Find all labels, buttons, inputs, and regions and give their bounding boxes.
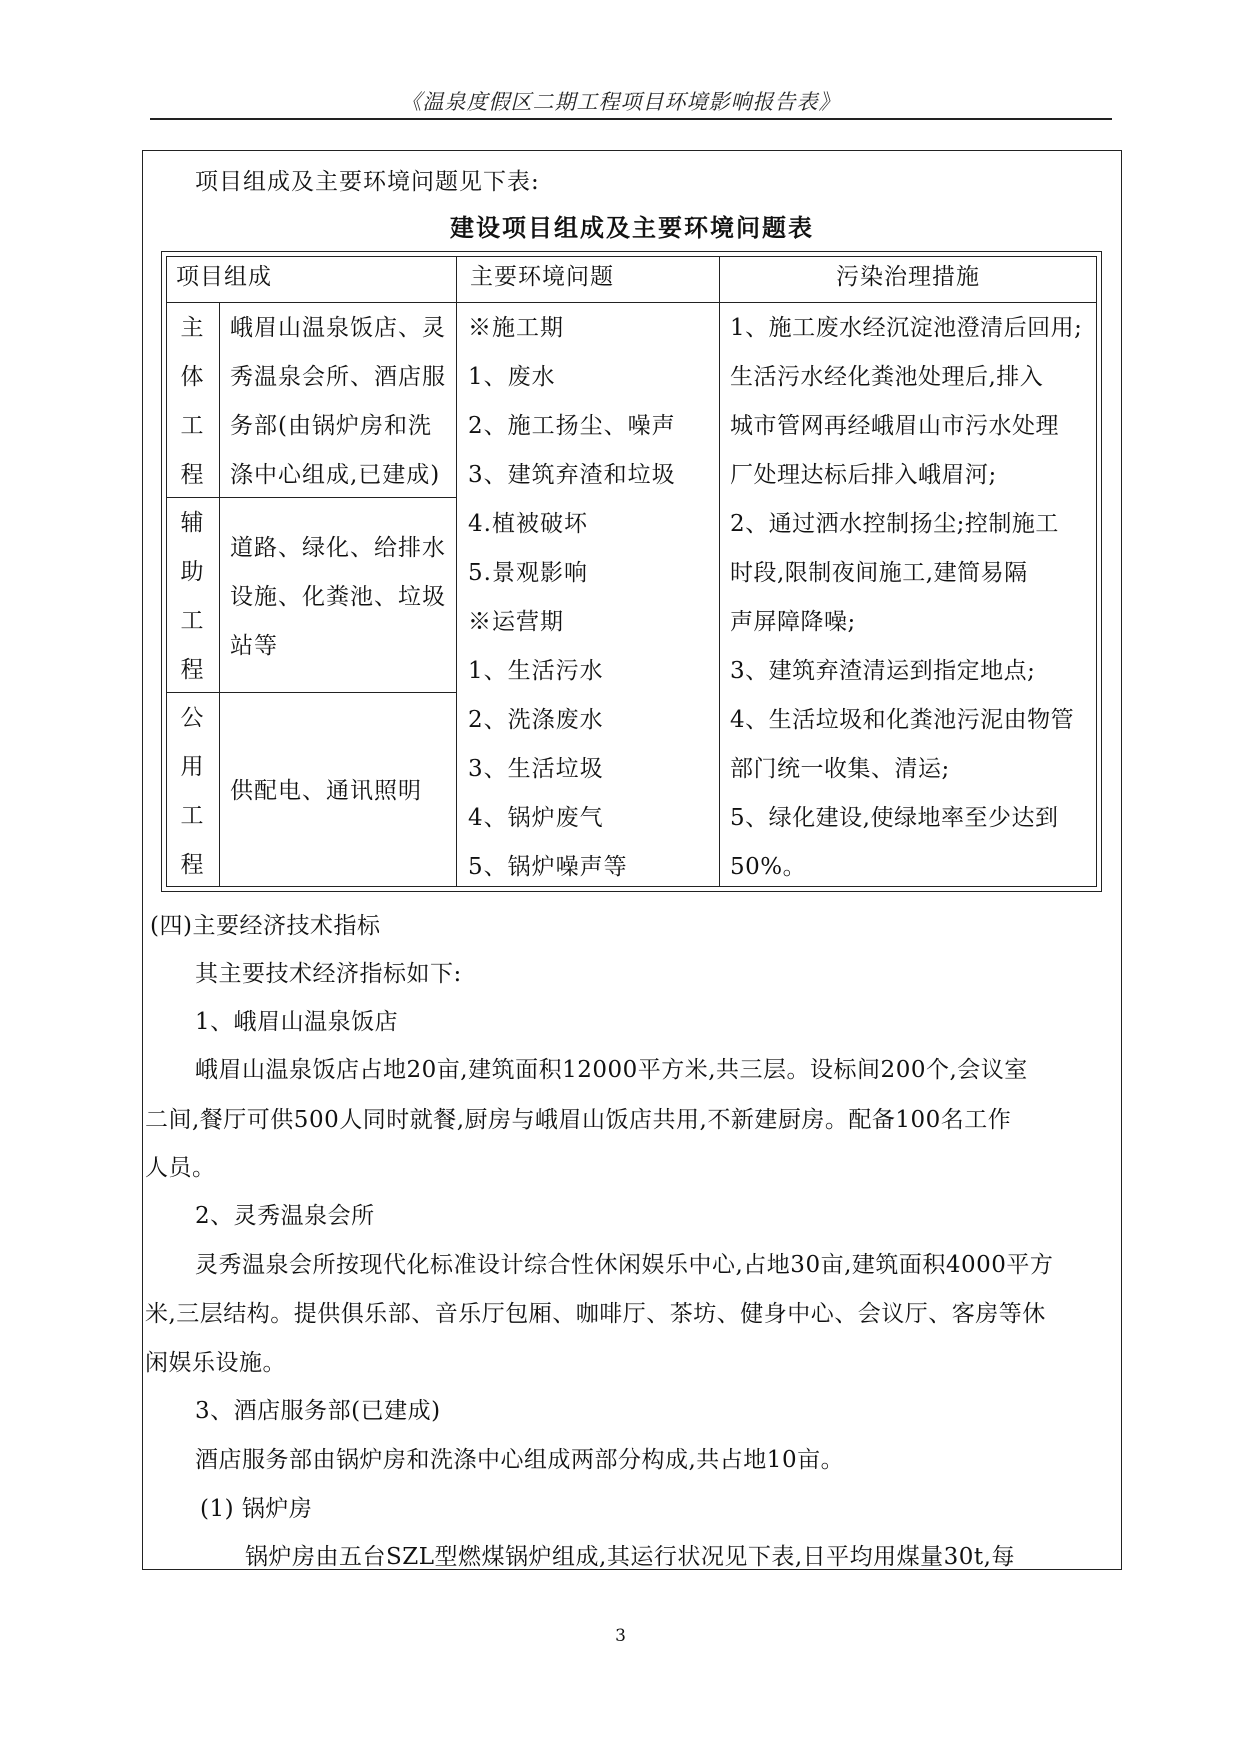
table-header-measures: 污染治理措施 (836, 264, 980, 290)
table-divider-issues (456, 256, 457, 887)
content-main-works: 峨眉山温泉饭店、灵 秀温泉会所、酒店服 务部(由锅炉房和洗 涤中心组成,已建成) (230, 315, 446, 488)
body-hotel-line-3: 人员。 (145, 1155, 216, 1181)
subheading-club: 2、灵秀温泉会所 (195, 1203, 375, 1229)
body-club-line-3: 闲娱乐设施。 (145, 1350, 286, 1376)
issues-list: ※施工期 1、废水 2、施工扬尘、噪声 3、建筑弃渣和垃圾 4.植被破坏 5.景观影响 ※运营期 1、生活污水 2、洗涤废水 3、生活垃圾 4、锅炉废气 5、锅炉噪声等 (468, 315, 676, 880)
body-hotel-line-2: 二间,餐厅可供500人同时就餐,厨房与峨眉山饭店共用,不新建厨房。配备100名工作 (145, 1107, 1012, 1133)
content-public-works: 供配电、通讯照明 (230, 778, 422, 804)
section-heading-indicators: (四)主要经济技术指标 (150, 913, 381, 939)
intro-line: 项目组成及主要环境问题见下表: (195, 169, 540, 195)
body-club-line-2: 米,三层结构。提供俱乐部、音乐厅包厢、咖啡厅、茶坊、健身中心、会议厅、客房等休 (145, 1301, 1046, 1327)
subheading-hotel: 1、峨眉山温泉饭店 (195, 1009, 399, 1035)
table-divider-category (219, 302, 220, 887)
document-header-title: 《温泉度假区二期工程项目环境影响报告表》 (400, 90, 841, 114)
category-auxiliary-works: 辅 助 工 程 (180, 510, 204, 683)
subheading-service: 3、酒店服务部(已建成) (195, 1398, 441, 1424)
header-rule (150, 118, 1112, 120)
body-paragraph-intro: 其主要技术经济指标如下: (195, 961, 462, 987)
body-hotel-line-1: 峨眉山温泉饭店占地20亩,建筑面积12000平方米,共三层。设标间200个,会议室 (195, 1057, 1028, 1083)
table-title: 建设项目组成及主要环境问题表 (450, 213, 814, 242)
measures-list: 1、施工废水经沉淀池澄清后回用; 生活污水经化粪池处理后,排入 城市管网再经峨眉山市污水处理 厂处理达标后排入峨眉河; 2、通过洒水控制扬尘;控制施工 时段,限制夜间施工,建简易隔 声屏障降噪; 3、建筑弃渣清运到指定地点; 4、生活垃圾和化粪池污泥由物管 部门统一收集、清运; 5、绿化建设,使绿地率至少达到 50%。 (730, 315, 1083, 880)
category-main-works: 主 体 工 程 (180, 315, 204, 488)
content-auxiliary-works: 道路、绿化、给排水 设施、化粪池、垃圾 站等 (230, 535, 446, 659)
table-header-issues: 主要环境问题 (470, 264, 614, 290)
table-header-composition: 项目组成 (176, 264, 272, 290)
table-divider-measures (719, 256, 720, 887)
body-service-line-1: 酒店服务部由锅炉房和洗涤中心组成两部分构成,共占地10亩。 (195, 1447, 845, 1473)
subheading-boiler-room: (1) 锅炉房 (200, 1496, 313, 1522)
table-header-rule (166, 302, 1097, 303)
body-club-line-1: 灵秀温泉会所按现代化标准设计综合性休闲娱乐中心,占地30亩,建筑面积4000平方 (195, 1252, 1054, 1278)
page-number: 3 (615, 1626, 626, 1646)
body-boiler-line-1: 锅炉房由五台SZL型燃煤锅炉组成,其运行状况见下表,日平均用煤量30t,每 (245, 1544, 1015, 1570)
category-public-works: 公 用 工 程 (180, 705, 204, 878)
